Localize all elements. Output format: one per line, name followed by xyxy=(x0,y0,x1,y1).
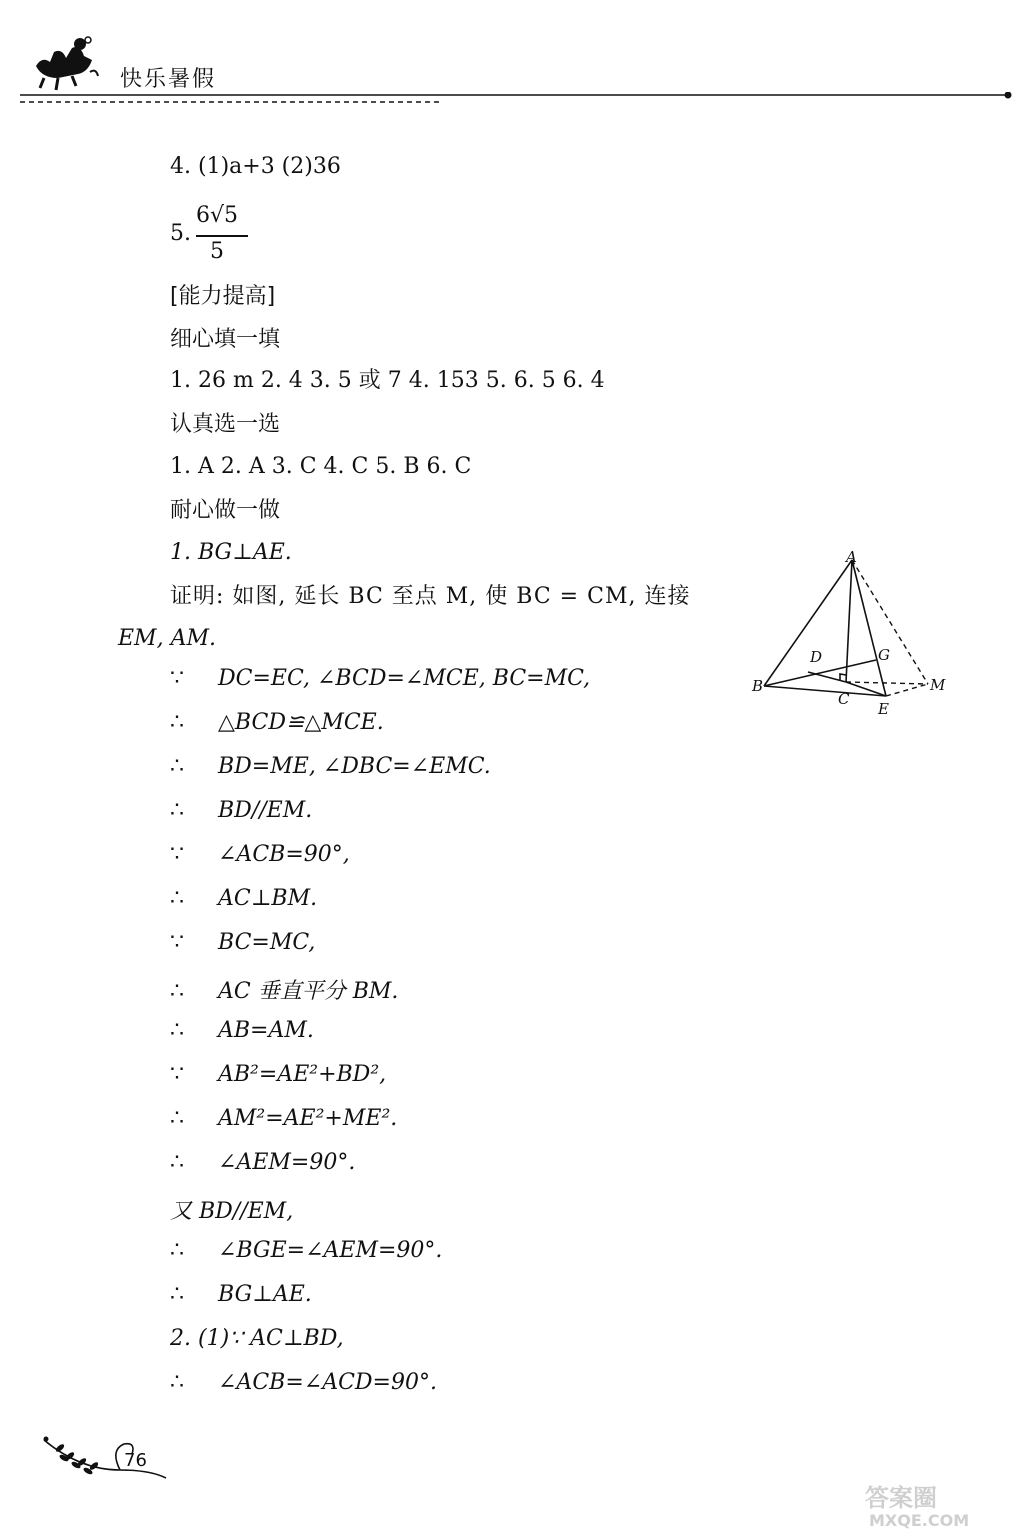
therefore-symbol: ∴ xyxy=(170,1282,184,1307)
choose-title: 认真选一选 xyxy=(170,412,281,437)
geometry-figure xyxy=(748,548,958,723)
proof-step-text: AC 垂直平分 BM. xyxy=(218,979,399,1004)
header-title: 快乐暑假 xyxy=(120,67,217,92)
proof-step xyxy=(170,1370,437,1395)
proof-step-text: AC⊥BM. xyxy=(218,886,318,911)
choose-answers: 1. A 2. A 3. C 4. C 5. B 6. C xyxy=(170,454,472,479)
fraction-bar xyxy=(196,235,248,237)
q5-denominator: 5 xyxy=(210,239,224,264)
vine-ornament-icon xyxy=(40,1430,180,1490)
label-G: G xyxy=(878,646,890,664)
proof-step xyxy=(170,1326,344,1351)
proof-step xyxy=(170,1018,314,1043)
proof-step-text: ∠ACB=∠ACD=90°. xyxy=(218,1370,437,1395)
proof-step-text: BD=ME, ∠DBC=∠EMC. xyxy=(218,754,491,779)
page-number: 76 xyxy=(124,1450,147,1471)
proof-step xyxy=(170,930,315,955)
label-A: A xyxy=(846,548,857,566)
proof-step xyxy=(170,1194,293,1225)
proof-step-text: AM²=AE²+ME². xyxy=(218,1106,398,1131)
watermark-text: 答案圈 xyxy=(865,1484,937,1512)
because-symbol: ∵ xyxy=(170,930,184,955)
do-title: 耐心做一做 xyxy=(170,498,281,523)
therefore-symbol: ∴ xyxy=(170,1018,184,1043)
watermark-logo xyxy=(855,1480,1025,1530)
proof-step-text: ∠AEM=90°. xyxy=(218,1150,356,1175)
proof-step xyxy=(170,1062,386,1087)
label-M: M xyxy=(930,676,946,694)
proof-intro-cont: EM, AM. xyxy=(118,626,216,651)
q5-number: 5. xyxy=(170,221,191,246)
summer-logo-icon xyxy=(28,26,108,96)
proof-step xyxy=(170,1282,312,1307)
proof-step xyxy=(170,886,317,911)
proof-step-text: 2. (1)∵ AC⊥BD, xyxy=(170,1326,344,1351)
because-symbol: ∵ xyxy=(170,1062,184,1087)
proof-step xyxy=(170,842,350,867)
proof-step xyxy=(170,974,398,1005)
proof-step-text: BC=MC, xyxy=(218,930,316,955)
label-C: C xyxy=(838,690,850,708)
because-symbol: ∵ xyxy=(170,842,184,867)
problem-1: 1. BG⊥AE. xyxy=(170,540,292,565)
proof-step-text: ∠BGE=∠AEM=90°. xyxy=(218,1238,443,1263)
therefore-symbol: ∴ xyxy=(170,754,184,779)
proof-step-text: AB²=AE²+BD², xyxy=(218,1062,387,1087)
proof-step-text: 又 BD//EM, xyxy=(170,1199,294,1224)
therefore-symbol: ∴ xyxy=(170,886,184,911)
watermark-url: MXQE.COM xyxy=(869,1511,970,1530)
therefore-symbol: ∴ xyxy=(170,1238,184,1263)
proof-step xyxy=(170,754,491,779)
proof-step-text: DC=EC, ∠BCD=∠MCE, BC=MC, xyxy=(218,666,591,691)
therefore-symbol: ∴ xyxy=(170,979,184,1004)
proof-step xyxy=(170,1150,355,1175)
proof-step xyxy=(170,798,312,823)
therefore-symbol: ∴ xyxy=(170,798,184,823)
therefore-symbol: ∴ xyxy=(170,1150,184,1175)
header-rule xyxy=(20,92,1020,112)
proof-step-text: BD//EM. xyxy=(218,798,313,823)
fill-title: 细心填一填 xyxy=(170,327,281,352)
label-B: B xyxy=(752,677,764,695)
because-symbol: ∵ xyxy=(170,666,184,691)
therefore-symbol: ∴ xyxy=(170,710,184,735)
label-E: E xyxy=(878,700,889,718)
proof-step-text: ∠ACB=90°, xyxy=(218,842,350,867)
page-header xyxy=(0,0,1031,110)
label-D: D xyxy=(810,648,823,666)
proof-step xyxy=(170,710,384,735)
proof-intro: 证明: 如图, 延长 BC 至点 M, 使 BC = CM, 连接 xyxy=(170,584,691,609)
therefore-symbol: ∴ xyxy=(170,1106,184,1131)
proof-step-text: AB=AM. xyxy=(218,1018,314,1043)
proof-step xyxy=(170,1238,442,1263)
proof-step-text: △BCD≌△MCE. xyxy=(218,710,384,735)
proof-step-text: BG⊥AE. xyxy=(218,1282,312,1307)
proof-step xyxy=(170,1106,397,1131)
therefore-symbol: ∴ xyxy=(170,1370,184,1395)
fill-answers: 1. 26 m 2. 4 3. 5 或 7 4. 153 5. 6. 5 6. 4 xyxy=(170,368,605,393)
section-title: [能力提高] xyxy=(170,284,276,309)
answer-q4: 4. (1)a+3 (2)36 xyxy=(170,154,341,179)
proof-step xyxy=(170,666,590,691)
q5-numerator: 6√5 xyxy=(196,203,239,228)
